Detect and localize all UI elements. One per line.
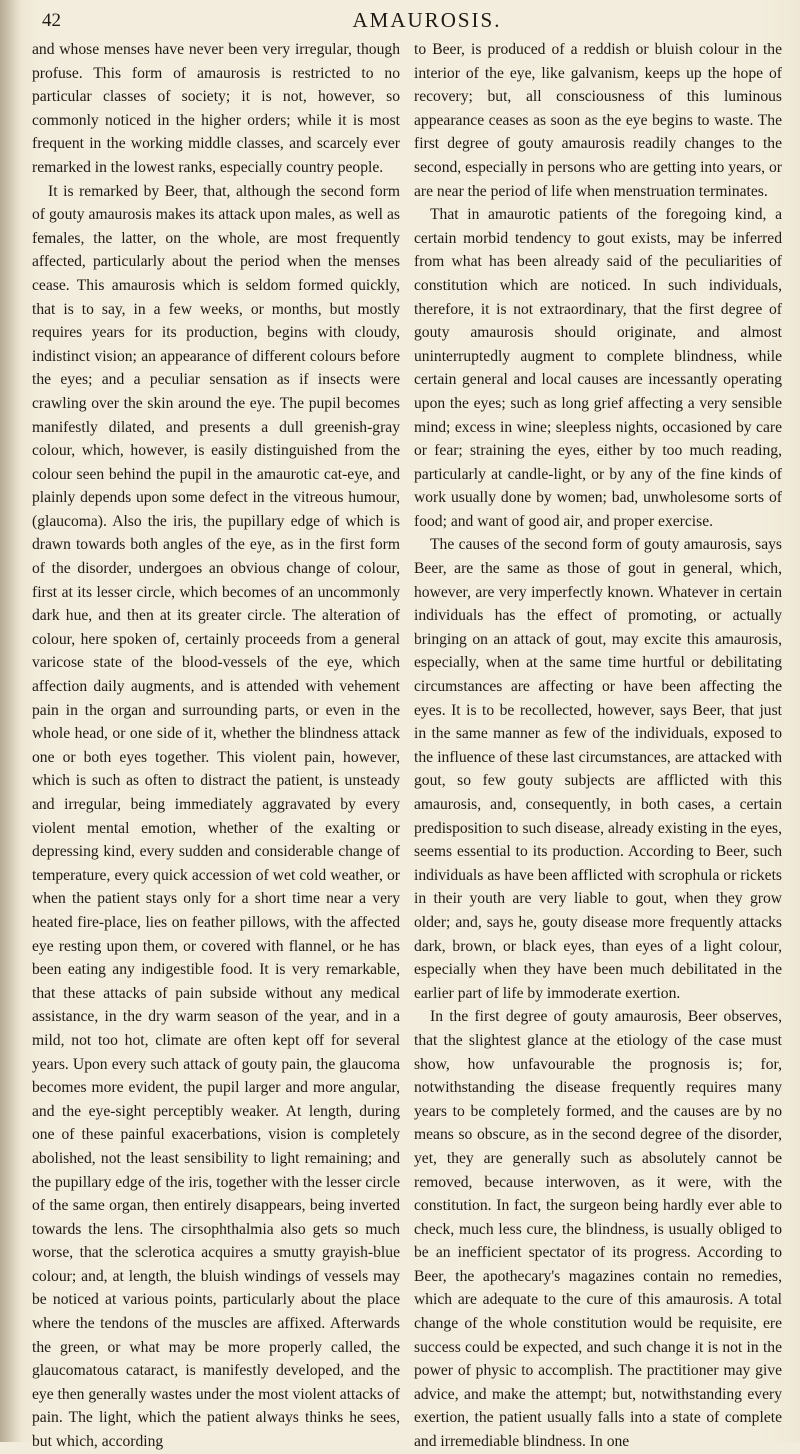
left-paragraph-2: It is remarked by Beer, that, although the second form of gouty amaurosis makes its attack upon males, as well as females, the latter, on the whole, are most frequently affected, particularly about the period when the menses cease. This amaurosis which is seldom formed quickly, that is to say, in a few weeks, or months, but mostly requires years for its production, begins with cloudy, indistinct vision; an appearance of different colours before the eyes; and a peculiar sensation as if insects were crawling over the skin around the eye. The pupil becomes manifestly dilated, and presents a dull greenish-gray colour, which, however, is easily distinguished from the colour seen behind the pupil in the amaurotic cat-eye, and plainly depends upon some defect in the vitreous humour, (glaucoma). Also the iris, the pupillary edge of which is drawn towards both angles of the eye, as in the first form of the disorder, undergoes an obvious change of colour, first at its lesser circle, which becomes of an uncommonly dark hue, and then at its greater circle. The alteration of colour, here spoken of, certainly proceeds from a general varicose state of the blood-vessels of the eye, which affection daily augments, and is attended with vehement pain in the organ and surrounding parts, or even in the whole head, or one side of it, whether the blindness attack one or both eyes together. This violent pain, however, which is such as often to distract the patient, is unsteady and irregular, being immediately aggravated by every violent mental emotion, whether of the exalting or depressing kind, every sudden and considerable change of temperature, every quick accession of wet cold weather, or when the patient stays only for a short time near a very heated fire-place, lies on feather pillows, with the affected eye resting upon them, or covered with flannel, or he has been eating any indigestible food. It is very remarkable, that these attacks of pain subside without any medical assistance, in the dry warm season of the year, and in a mild, not too hot, climate are often kept off for several years. Upon every such attack of gouty pain, the glaucoma becomes more evident, the pupil larger and more angular, and the eye-sight perceptibly weaker. At length, during one of these painful exacerbations, vision is completely abolished, not the least sensibility to light remaining; and the pupillary edge of the iris, together with the lesser circle of the same organ, then entirely disappears, being inverted towards the lens. The cirsophthalmia also gets so much worse, that the sclerotica acquires a smutty grayish-blue colour; and, at length, the bluish windings of vessels may be noticed at various points, particularly about the place where the tendons of the muscles are affixed. Afterwards the green, or what may be more properly called, the glaucomatous cataract, is manifestly developed, and the eye then generally wastes under the most violent attacks of pain. The light, which the patient always thinks he sees, but which, according (32, 182, 400, 1451)
running-head: AMAUROSIS. (352, 8, 502, 32)
right-paragraph-4: In the first degree of gouty amaurosis, Beer observes, that the slightest glance at the etiology of the case must show, how unfavourable the prognosis is; for, notwithstanding the disease frequently requires many years to be completely formed, and the causes are by no means so obscure, as in the second degree of the disorder, yet, they are generally such as absolutely cannot be removed, because interwoven, as it were, with the constitution. In fact, the surgeon being hardly ever able to check, much less cure, the blindness, is usually obliged to be an inefficient spectator of its progress. According to Beer, the apothecary's magazines contain no remedies, which are adequate to the cure of this amaurosis. A total change of the whole constitution would be requisite, ere success could be expected, and such change it is not in the power of physic to accomplish. The practitioner may give advice, and make the attempt; but, notwithstanding every exertion, the patient usually falls into a state of complete and irremediable blindness. In one (414, 1008, 782, 1451)
page-number: 42 (42, 10, 61, 31)
gutter-shadow (0, 0, 22, 1442)
left-paragraph-1: and whose menses have never been very irregular, though profuse. This form of amaurosis is restricted to no particular classes of society; it is not, however, so commonly noticed in the higher orders; while it is most frequent in the working middle classes, and scarcely ever remarked in the lowest ranks, especially country people. (32, 41, 400, 176)
right-column (414, 38, 782, 1454)
right-paragraph-2: That in amaurotic patients of the foregoing kind, a certain morbid tendency to gout exists, may be inferred from what has been already said of the peculiarities of constitution which are noticed. In such individuals, therefore, it is not extraordinary, that the first degree of gouty amaurosis should originate, and almost uninterruptedly augment to complete blindness, while certain general and local causes are incessantly operating upon the eyes; such as long grief affecting a very sensible mind; excess in wine; sleepless nights, occasioned by care or fear; straining the eyes, either by too much reading, particularly at candle-light, or by any of the fine kinds of work usually done by women; bad, unwholesome sorts of food; and want of good air, and proper exercise. (414, 206, 782, 530)
page-header (32, 6, 782, 36)
left-column (32, 38, 400, 1454)
text-columns (32, 38, 782, 1454)
right-paragraph-1: to Beer, is produced of a reddish or bluish colour in the interior of the eye, like galvanism, keeps up the hope of recovery; but, all consciousness of this luminous appearance ceases as soon as the eye begins to waste. The first degree of gouty amaurosis readily changes to the second, especially in persons who are getting into years, or are near the period of life when menstruation terminates. (414, 41, 782, 200)
right-paragraph-3: The causes of the second form of gouty amaurosis, says Beer, are the same as those of gout in general, which, however, are very imperfectly known. Whatever in certain individuals has the effect of promoting, or actually bringing on an attack of gout, may excite this amaurosis, especially, when at the same time hurtful or debilitating circumstances are affecting or have been affecting the eyes. It is to be recollected, however, says Beer, that just in the same manner as few of the individuals, exposed to the influence of these last circumstances, are attacked with gout, so few gouty subjects are afflicted with this amaurosis, and, consequently, in both cases, a certain predisposition to such disease, already existing in the eyes, seems essential to its production. According to Beer, such individuals as have been afflicted with scrophula or rickets in their youth are very liable to gout, when they grow older; and, says he, gouty disease more frequently attacks dark, brown, or black eyes, than eyes of a light colour, especially when they have been much debilitated in the earlier part of life by immoderate exertion. (414, 536, 782, 1002)
